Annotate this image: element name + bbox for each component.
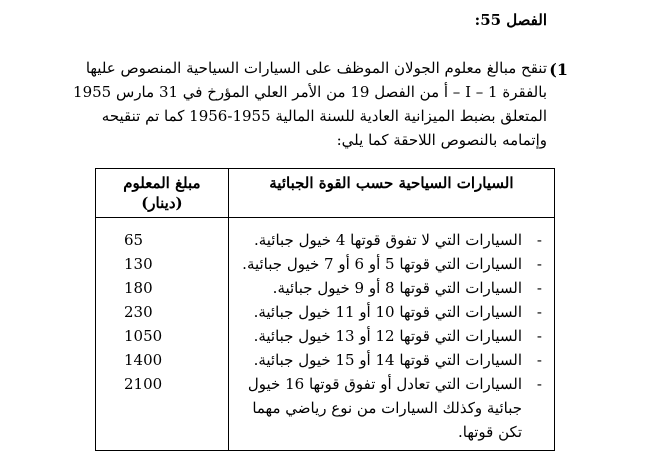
header-amount-unit: (دينار) — [141, 194, 183, 212]
amount-value: 130 — [124, 255, 153, 273]
header-amount — [96, 169, 229, 218]
category-item: - السيارات التي قوتها 5 أو 6 أو 7 خيول جبائية. — [237, 252, 546, 276]
paragraph-line: المتعلق بضبط الميزانية العادية للسنة المالية 1955-1956 كما تم تنقيحه — [101, 107, 547, 125]
paragraph-line: وإتمامه بالنصوص اللاحقة كما يلي: — [336, 131, 547, 149]
category-item: - السيارات التي قوتها 10 أو 11 خيول جبائية. — [237, 300, 546, 324]
header-amount-label: مبلغ المعلوم — [123, 174, 201, 192]
amount-list — [104, 228, 220, 396]
header-category: السيارات السياحية حسب القوة الجبائية — [228, 169, 554, 218]
paragraph-number: 1) — [549, 60, 568, 79]
category-item: - السيارات التي قوتها 12 أو 13 خيول جبائية. — [237, 324, 546, 348]
category-list — [237, 228, 546, 444]
category-item: - السيارات التي تعادل أو تفوق قوتها 16 خيول جبائية وكذلك السيارات من نوع رياضي مهما تكن قوتها. — [237, 372, 546, 444]
category-item: - السيارات التي لا تفوق قوتها 4 خيول جبائية. — [237, 228, 546, 252]
paragraph-text — [60, 56, 547, 152]
amount-value: 1050 — [124, 327, 163, 345]
amount-value: 2100 — [124, 375, 163, 393]
category-item: - السيارات التي قوتها 14 أو 15 خيول جبائية. — [237, 348, 546, 372]
paragraph-line: بالفقرة I – 1 – أ من الفصل 19 من الأمر العلي المؤرخ في 31 مارس 1955 — [73, 83, 547, 101]
chapter-title: الفصل 55: — [474, 11, 547, 29]
category-cell — [228, 218, 554, 451]
amount-value: 1400 — [124, 351, 163, 369]
amount-cell — [96, 218, 229, 451]
paragraph-line: تنقح مبالغ معلوم الجولان الموظف على السيارات السياحية المنصوص عليها — [85, 59, 547, 77]
amount-value: 180 — [124, 279, 153, 297]
amount-value: 230 — [124, 303, 153, 321]
fee-table — [95, 168, 555, 451]
amount-value: 65 — [124, 231, 144, 249]
category-item: - السيارات التي قوتها 8 أو 9 خيول جبائية. — [237, 276, 546, 300]
table-body-row — [96, 218, 555, 451]
table-header-row — [96, 169, 555, 218]
